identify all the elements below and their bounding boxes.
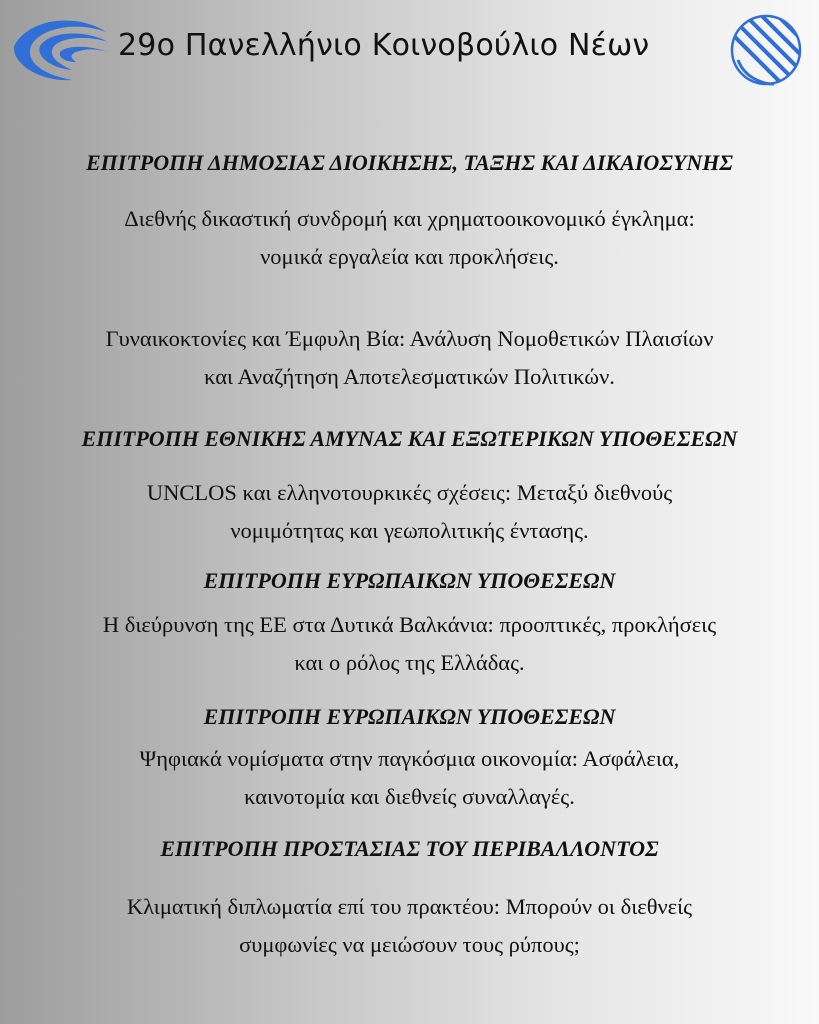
page-title: 29ο Πανελλήνιο Κοινοβούλιο Νέων [118, 28, 650, 63]
committee-heading: ΕΠΙΤΡΟΠΗ ΕΘΝΙΚΗΣ ΑΜΥΝΑΣ ΚΑΙ ΕΞΩΤΕΡΙΚΩΝ ΥΠΟΘΕΣΕΩΝ [81, 426, 738, 451]
topic-text [10, 200, 809, 276]
topic-line: και Αναζήτηση Αποτελεσματικών Πολιτικών. [204, 364, 615, 389]
committee-heading: ΕΠΙΤΡΟΠΗ ΔΗΜΟΣΙΑΣ ΔΙΟΙΚΗΣΗΣ, ΤΑΞΗΣ ΚΑΙ ΔΙΚΑΙΟΣΥΝΗΣ [85, 150, 733, 175]
topic-line: καινοτομία και διεθνείς συναλλαγές. [244, 784, 575, 809]
topic-text [10, 740, 809, 816]
topic-text [10, 474, 809, 550]
topic-text [10, 320, 809, 396]
topic-line: νομιμότητας και γεωπολιτικής έντασης. [230, 518, 589, 543]
striped-globe-logo-icon [730, 14, 802, 86]
topic-line: συμφωνίες να μειώσουν τους ρύπους; [239, 932, 580, 957]
topic-text [10, 888, 809, 964]
topic-text [10, 606, 809, 682]
topic-line: Κλιματική διπλωματία επί του πρακτέου: Μπορούν οι διεθνείς [126, 894, 693, 919]
topic-line: Γυναικοκτονίες και Έμφυλη Βία: Ανάλυση Νομοθετικών Πλαισίων [105, 326, 714, 351]
topic-line: Ψηφιακά νομίσματα στην παγκόσμια οικονομία: Ασφάλεια, [139, 746, 680, 771]
committee-heading: ΕΠΙΤΡΟΠΗ ΕΥΡΩΠΑΙΚΩΝ ΥΠΟΘΕΣΕΩΝ [203, 568, 616, 593]
topic-line: νομικά εργαλεία και προκλήσεις. [260, 244, 559, 269]
topic-line: Διεθνής δικαστική συνδρομή και χρηματοοικονομικό έγκλημα: [124, 206, 695, 231]
topic-line: UNCLOS και ελληνοτουρκικές σχέσεις: Μεταξύ διεθνούς [146, 480, 673, 505]
topic-line: Η διεύρυνση της ΕΕ στα Δυτικά Βαλκάνια: προοπτικές, προκλήσεις [102, 612, 717, 637]
committee-heading: ΕΠΙΤΡΟΠΗ ΕΥΡΩΠΑΙΚΩΝ ΥΠΟΘΕΣΕΩΝ [203, 704, 616, 729]
committee-heading: ΕΠΙΤΡΟΠΗ ΠΡΟΣΤΑΣΙΑΣ ΤΟΥ ΠΕΡΙΒΑΛΛΟΝΤΟΣ [160, 836, 659, 861]
topic-line: και ο ρόλος της Ελλάδας. [294, 650, 525, 675]
swoosh-logo-icon [10, 12, 110, 84]
